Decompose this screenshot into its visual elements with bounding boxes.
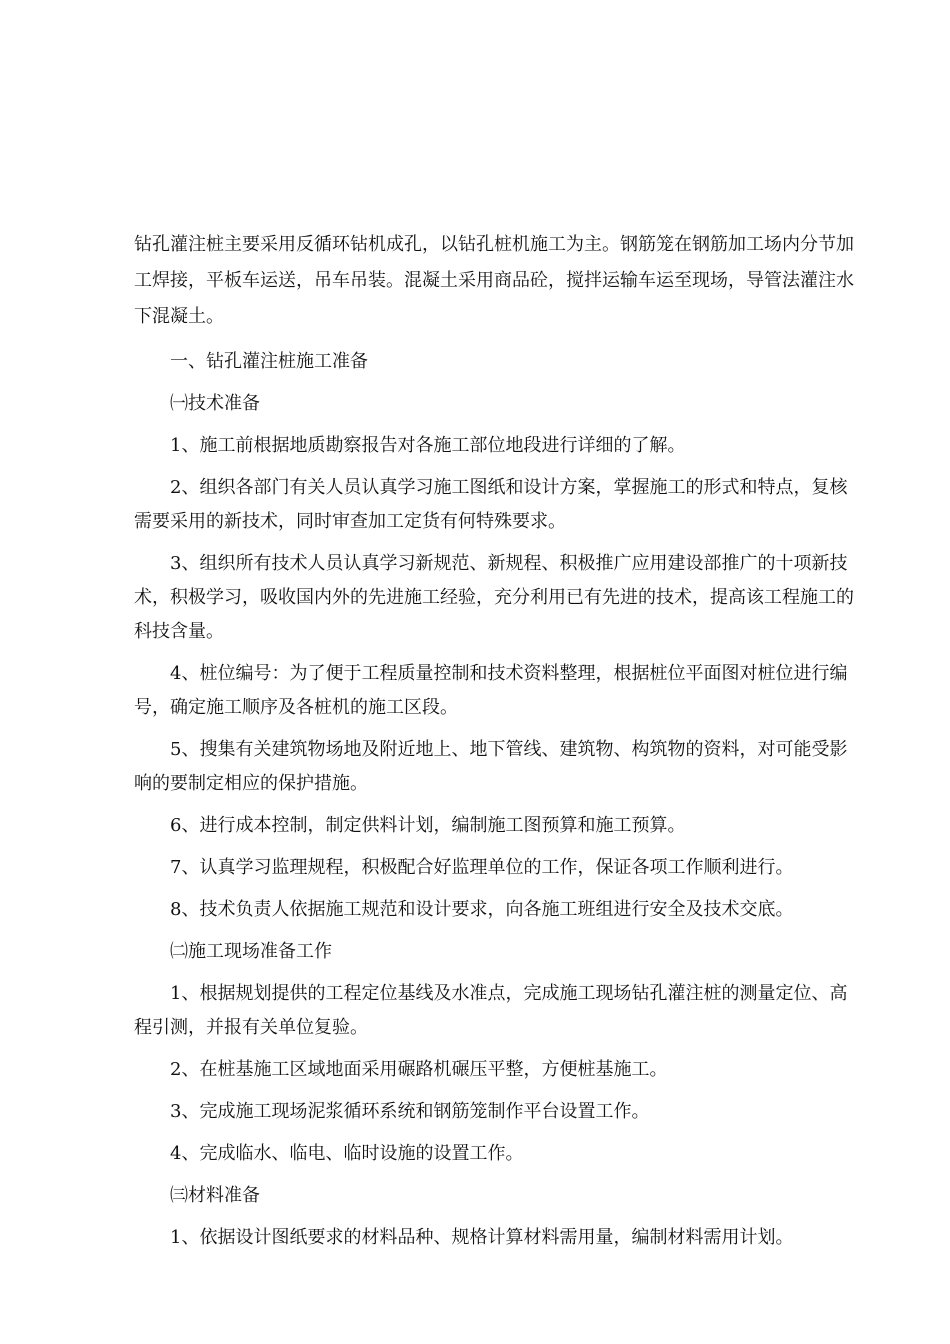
intro-paragraph: 钻孔灌注桩主要采用反循环钻机成孔，以钻孔桩机施工为主。钢筋笼在钢筋加工场内分节加工焊接，平板车运送，吊车吊装。混凝土采用商品砼，搅拌运输车运至现场，导管法灌注水下混凝土。 [134, 234, 854, 327]
document-body [134, 227, 864, 1263]
subsection-heading-technical: ㈠技术准备 [170, 393, 260, 414]
tech-item: 8、技术负责人依据施工规范和设计要求，向各施工班组进行安全及技术交底。 [170, 899, 794, 920]
tech-item: 5、搜集有关建筑物场地及附近地上、地下管线、建筑物、构筑物的资料，对可能受影响的要制定相应的保护措施。 [134, 739, 848, 794]
site-item: 4、完成临水、临电、临时设施的设置工作。 [170, 1143, 524, 1164]
subsection-heading-material: ㈢材料准备 [170, 1185, 260, 1206]
tech-item: 6、进行成本控制，制定供料计划，编制施工图预算和施工预算。 [170, 815, 686, 836]
tech-item: 7、认真学习监理规程，积极配合好监理单位的工作，保证各项工作顺利进行。 [170, 857, 794, 878]
material-item: 1、依据设计图纸要求的材料品种、规格计算材料需用量，编制材料需用计划。 [170, 1227, 794, 1248]
subsection-heading-site: ㈡施工现场准备工作 [170, 941, 332, 962]
site-item: 3、完成施工现场泥浆循环系统和钢筋笼制作平台设置工作。 [170, 1101, 650, 1122]
site-item: 1、根据规划提供的工程定位基线及水准点，完成施工现场钻孔灌注桩的测量定位、高程引测，并报有关单位复验。 [134, 983, 848, 1038]
tech-item: 3、组织所有技术人员认真学习新规范、新规程、积极推广应用建设部推广的十项新技术，积极学习，吸收国内外的先进施工经验，充分利用已有先进的技术，提高该工程施工的科技含量。 [134, 553, 854, 642]
tech-item: 1、施工前根据地质勘察报告对各施工部位地段进行详细的了解。 [170, 435, 686, 456]
site-item: 2、在桩基施工区域地面采用碾路机碾压平整，方便桩基施工。 [170, 1059, 668, 1080]
tech-item: 4、桩位编号：为了便于工程质量控制和技术资料整理，根据桩位平面图对桩位进行编号，确定施工顺序及各桩机的施工区段。 [134, 663, 848, 718]
tech-item: 2、组织各部门有关人员认真学习施工图纸和设计方案，掌握施工的形式和特点，复核需要采用的新技术，同时审查加工定货有何特殊要求。 [134, 477, 848, 532]
section-heading: 一、钻孔灌注桩施工准备 [170, 351, 368, 372]
